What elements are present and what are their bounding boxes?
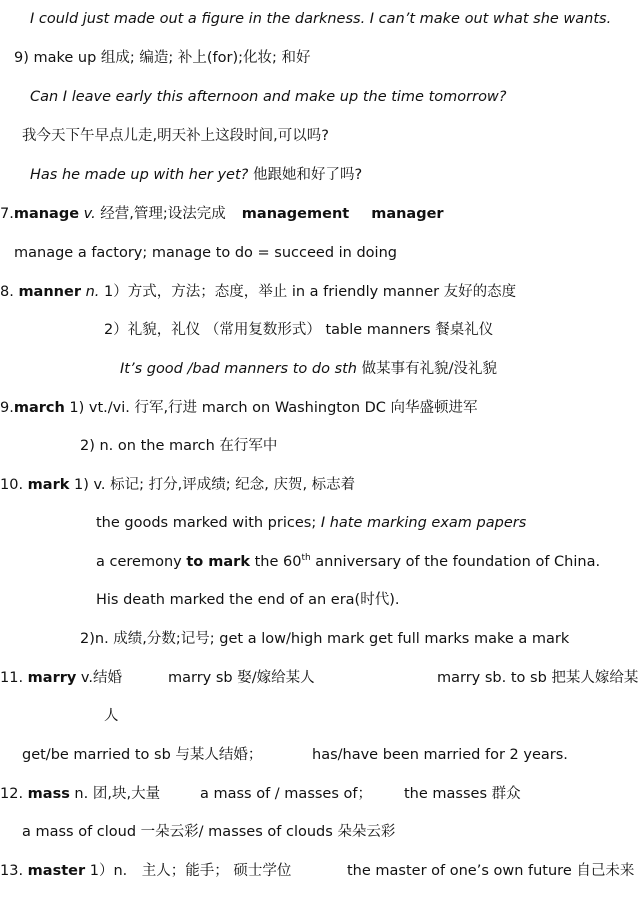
- example-made-up-with: [30, 165, 362, 185]
- example-make-up-en: Can I leave early this afternoon and make up the time tomorrow?: [30, 89, 507, 105]
- definition: 经营,管理;设法完成: [95, 206, 226, 222]
- entry-marry: [0, 668, 122, 688]
- derived-word: management: [241, 206, 350, 222]
- example-en: Has he made up with her yet?: [30, 167, 249, 183]
- entry-manage: [0, 204, 444, 224]
- example-mark-3: His death marked the end of an era(时代).: [96, 592, 400, 608]
- entry-make-up: 9) make up 组成; 编造; 补上(for);化妆; 和好: [14, 50, 311, 66]
- example-en: the goods marked with prices;: [96, 515, 321, 531]
- highlight-phrase: to mark: [186, 554, 250, 570]
- usage-manage: manage a factory; manage to do = succeed in doing: [14, 245, 397, 261]
- usage-marry-sb: marry sb 娶/嫁给某人: [168, 670, 315, 686]
- example-manners: [120, 359, 497, 379]
- entry-number: 8.: [0, 284, 19, 300]
- entry-number: 7.: [0, 206, 14, 222]
- headword: master: [27, 863, 86, 879]
- example-mark-1: [96, 513, 526, 533]
- example-en: It’s good /bad manners to do sth: [120, 361, 357, 377]
- headword: mark: [27, 477, 70, 493]
- headword: manage: [13, 206, 80, 222]
- ordinal-suffix: th: [301, 553, 311, 564]
- definition: 1) vt./vi. 行军,行进 march on Washington DC 向华盛顿进军: [64, 400, 478, 416]
- usage-the-masses: the masses 群众: [404, 786, 521, 802]
- example-mass-cloud: a mass of cloud 一朵云彩/ masses of clouds 朵朵云彩: [22, 824, 396, 840]
- usage-mass-of: a mass of / masses of；: [200, 786, 372, 802]
- entry-number: 9.: [0, 400, 14, 416]
- usage-married-for: has/have been married for 2 years.: [312, 747, 568, 763]
- example-cn: 做某事有礼貌/没礼貌: [357, 361, 497, 377]
- wrapped-text: 人: [104, 708, 119, 724]
- example-make-out: I could just made out a figure in the darkness. I can’t make out what she wants.: [30, 11, 612, 27]
- sense-mark-2: 2)n. 成绩,分数;记号; get a low/high mark get full marks make a mark: [80, 631, 570, 647]
- usage-master-future: the master of one’s own future 自己未来: [347, 863, 635, 879]
- sense-march-2: 2) n. on the march 在行军中: [80, 438, 278, 454]
- definition: v.结婚: [76, 670, 123, 686]
- usage-married: get/be married to sb 与某人结婚；: [22, 747, 263, 763]
- part-of-speech: v.: [79, 206, 96, 222]
- definition: 1）方式，方法；态度，举止 in a friendly manner 友好的态度: [99, 284, 517, 300]
- headword: march: [13, 400, 65, 416]
- headword: mass: [27, 786, 70, 802]
- example-text: the 60: [249, 554, 302, 570]
- example-text: a ceremony: [96, 554, 187, 570]
- entry-manner: [0, 282, 516, 302]
- definition: n. 团,块,大量: [69, 786, 161, 802]
- entry-master: [0, 861, 291, 881]
- entry-march: [0, 398, 478, 418]
- example-make-up-cn: 我今天下午早点儿走,明天补上这段时间,可以吗?: [22, 128, 329, 144]
- headword: manner: [18, 284, 81, 300]
- entry-number: 10.: [0, 477, 28, 493]
- example-mark-2: [96, 552, 600, 572]
- example-cn: 他跟她和好了吗?: [248, 167, 363, 183]
- definition: 1）n． 主人；能手； 硕士学位: [85, 863, 292, 879]
- definition: 1) v. 标记; 打分,评成绩; 纪念, 庆贺, 标志着: [69, 477, 356, 493]
- headword: marry: [27, 670, 77, 686]
- example-en-italic: I hate marking exam papers: [320, 515, 527, 531]
- entry-number: 12.: [0, 786, 28, 802]
- entry-mass: [0, 784, 160, 804]
- entry-number: 13.: [0, 863, 28, 879]
- entry-number: 11.: [0, 670, 28, 686]
- usage-marry-to: marry sb. to sb 把某人嫁给某: [437, 670, 639, 686]
- entry-mark: [0, 475, 355, 495]
- part-of-speech: n.: [80, 284, 100, 300]
- example-text: anniversary of the foundation of China.: [310, 554, 601, 570]
- sense-manner-2: 2）礼貌，礼仪 （常用复数形式） table manners 餐桌礼仪: [104, 322, 494, 338]
- derived-word: manager: [371, 206, 444, 222]
